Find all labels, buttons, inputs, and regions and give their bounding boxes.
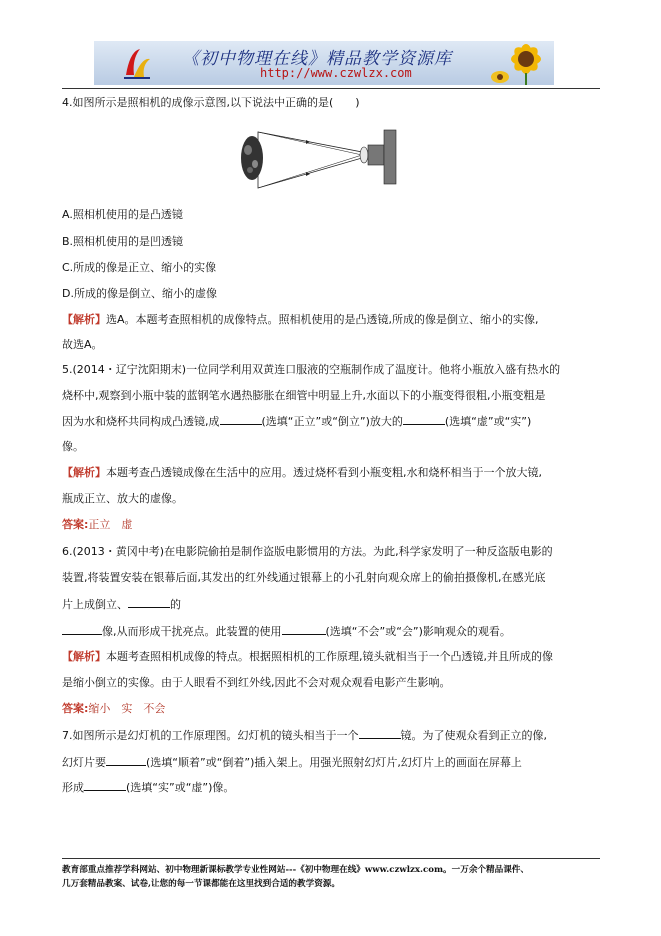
q5-line2: 烧杯中,观察到小瓶中装的蓝钢笔水遇热膨胀在细管中明显上升,水面以下的小瓶变得很粗,小瓶变粗是 [62, 389, 546, 402]
answer-blank[interactable] [359, 727, 401, 739]
answer-blank[interactable] [106, 754, 146, 766]
q5-line4: 像。 [62, 440, 84, 453]
q5-analysis-line1: 【解析】本题考查凸透镜成像在生活中的应用。透过烧杯看到小瓶变粗,水和烧杯相当于一个放大镜, [62, 466, 542, 479]
sunflower-icon [486, 41, 554, 85]
q6-line2: 装置,将装置安装在银幕后面,其发出的红外线通过银幕上的小孔射向观众席上的偷拍摄像机,在感光底 [62, 571, 546, 584]
answer-blank[interactable] [84, 779, 126, 791]
q5-line3: 因为水和烧杯共同构成凸透镜,成 (选填“正立”或“倒立”)放大的 (选填“虚”或“实”) [62, 415, 532, 428]
object-tree-icon [241, 136, 263, 180]
banner-title: 《初中物理在线》精品教学资源库 [182, 49, 452, 69]
q4-option-a: A.照相机使用的是凸透镜 [62, 208, 183, 221]
footer-line1: 教育部重点推荐学科网站、初中物理新课标教学专业性网站---《初中物理在线》www.czwlzx.com。一万余个精品课件、 [62, 865, 529, 875]
footer-divider [62, 858, 600, 859]
answer-blank[interactable] [403, 413, 445, 425]
q5-analysis-line2: 瓶成正立、放大的虚像。 [62, 492, 183, 505]
q4-option-c: C.所成的像是正立、缩小的实像 [62, 261, 217, 274]
header-banner [94, 41, 554, 85]
analysis-tag: 【解析】 [62, 466, 106, 479]
analysis-tag: 【解析】 [62, 313, 106, 326]
header-divider [62, 88, 600, 89]
q4-stem: 4.如图所示是照相机的成像示意图,以下说法中正确的是( ) [62, 96, 360, 109]
q5-answer: 答案:正立 虚 [62, 518, 133, 531]
q5-line1: 5.(2014・辽宁沈阳期末)一位同学利用双黄连口服液的空瓶制作成了温度计。他将小瓶放入盛有热水的 [62, 363, 561, 376]
site-logo-icon [120, 45, 154, 81]
q6-line3: 片上成倒立、 的 [62, 598, 181, 611]
camera-imaging-figure [236, 122, 406, 192]
q6-line4: 像,从而形成干扰亮点。此装置的使用 (选填“不会”或“会”)影响观众的观看。 [62, 623, 511, 639]
q7-line1: 7.如图所示是幻灯机的工作原理图。幻灯机的镜头相当于一个 镜。为了使观众看到正立的像, [62, 729, 547, 742]
q4-analysis-line2: 故选A。 [62, 338, 103, 351]
q6-line1: 6.(2013・黄冈中考)在电影院偷拍是制作盗版电影惯用的方法。为此,科学家发明了一种反盗版电影的 [62, 545, 553, 558]
answer-blank[interactable] [128, 596, 170, 608]
analysis-tag: 【解析】 [62, 650, 106, 663]
q4-option-d: D.所成的像是倒立、缩小的虚像 [62, 287, 217, 300]
answer-blank[interactable] [220, 413, 262, 425]
q4-option-b: B.照相机使用的是凹透镜 [62, 235, 184, 248]
q7-line3: 形成 (选填“实”或“虚”)像。 [62, 781, 235, 794]
q4-analysis-line1: 【解析】选A。本题考查照相机的成像特点。照相机使用的是凸透镜,所成的像是倒立、缩小的实像, [62, 313, 539, 326]
answer-blank[interactable] [282, 623, 326, 635]
footer-line2: 几万套精品教案、试卷,让您的每一节课都能在这里找到合适的教学资源。 [62, 879, 340, 889]
answer-blank[interactable] [62, 623, 102, 635]
banner-url[interactable]: http://www.czwlzx.com [260, 66, 412, 80]
q6-analysis-line2: 是缩小倒立的实像。由于人眼看不到红外线,因此不会对观众观看电影产生影响。 [62, 676, 451, 689]
q6-answer: 答案:缩小 实 不会 [62, 702, 166, 715]
q7-line2: 幻灯片要 (选填“顺着”或“倒着”)插入架上。用强光照射幻灯片,幻灯片上的画面在屏幕上 [62, 756, 522, 769]
q6-analysis-line1: 【解析】本题考查照相机成像的特点。根据照相机的工作原理,镜头就相当于一个凸透镜,并且所成的像 [62, 650, 553, 663]
